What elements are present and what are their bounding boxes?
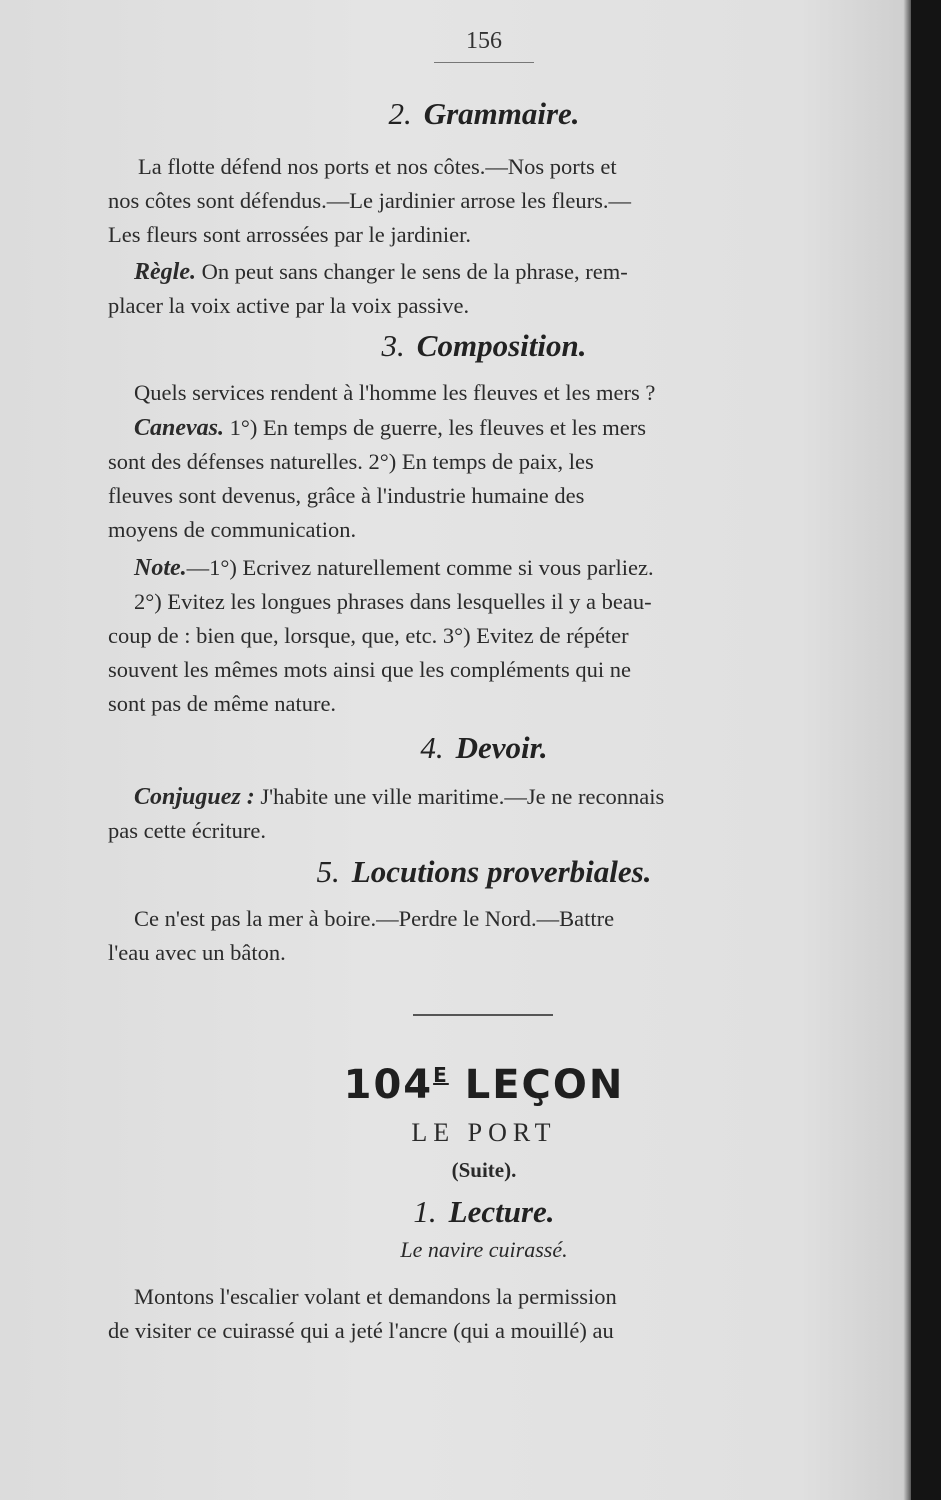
text-line: Montons l'escalier volant et demandons la permission: [134, 1284, 617, 1309]
lecture-text: [108, 1280, 860, 1348]
text-line: placer la voix active par la voix passive.: [108, 293, 470, 318]
heading-devoir: 4. Devoir.: [420, 730, 548, 765]
note-label: Note.: [134, 555, 187, 581]
section-divider: [413, 1014, 553, 1016]
heading-grammaire: 2. Grammaire.: [388, 96, 580, 131]
text-line: sont pas de même nature.: [108, 691, 337, 716]
text-line: 1°) En temps de guerre, les fleuves et les mers: [229, 415, 646, 440]
text-line: 2°) Evitez les longues phrases dans lesquelles il y a beau-: [134, 589, 652, 614]
canevas-paragraph: [108, 411, 860, 547]
page-number: 156: [466, 28, 502, 54]
text-line: On peut sans changer le sens de la phrase, rem-: [201, 259, 628, 284]
text-line: Ce n'est pas la mer à boire.—Perdre le Nord.—Battre: [134, 906, 615, 931]
text-line: nos côtes sont défendus.—Le jardinier arrose les fleurs.—: [108, 188, 631, 213]
page-number-rule: [434, 62, 534, 63]
text-line: Les fleurs sont arrossées par le jardinier.: [108, 222, 471, 247]
text-line: sont des défenses naturelles. 2°) En temps de paix, les: [108, 449, 594, 474]
text-line: —1°) Ecrivez naturellement comme si vous parliez.: [186, 555, 654, 580]
text-line: pas cette écriture.: [108, 818, 267, 843]
text-line: La flotte défend nos ports et nos côtes.—Nos ports et: [138, 154, 617, 179]
heading-lecture: 1. Lecture.: [413, 1194, 555, 1229]
reading-subtitle: Le navire cuirassé.: [400, 1237, 568, 1262]
text-line: Quels services rendent à l'homme les fleuves et les mers ?: [134, 380, 656, 405]
text-line: souvent les mêmes mots ainsi que les compléments qui ne: [108, 657, 632, 682]
heading-composition: 3. Composition.: [381, 328, 587, 363]
heading-locutions: 5. Locutions proverbiales.: [316, 854, 652, 889]
canevas-label: Canevas.: [134, 415, 224, 441]
text-line: fleuves sont devenus, grâce à l'industrie humaine des: [108, 483, 585, 508]
text-line: coup de : bien que, lorsque, que, etc. 3°) Evitez de répéter: [108, 623, 629, 648]
conjuguez-label: Conjuguez :: [134, 784, 255, 810]
note-paragraph: [108, 551, 860, 721]
text-line: J'habite une ville maritime.—Je ne reconnais: [260, 784, 665, 809]
lesson-title: $104^E$ LEÇON: [343, 1062, 625, 1108]
text-line: moyens de communication.: [108, 517, 357, 542]
lesson-suite: (Suite).: [451, 1158, 517, 1182]
lesson-subtitle: LE PORT: [411, 1118, 557, 1147]
text-line: l'eau avec un bâton.: [108, 940, 286, 965]
conjuguez-paragraph: [108, 780, 860, 848]
text-line: de visiter ce cuirassé qui a jeté l'ancre (qui a mouillé) au: [108, 1318, 614, 1343]
regle-label: Règle.: [134, 259, 196, 285]
locutions-text: [108, 902, 860, 970]
regle-paragraph: [108, 255, 860, 323]
composition-question: [108, 376, 860, 410]
grammaire-text: [108, 150, 860, 252]
page-edge-shadow: [911, 0, 941, 1500]
